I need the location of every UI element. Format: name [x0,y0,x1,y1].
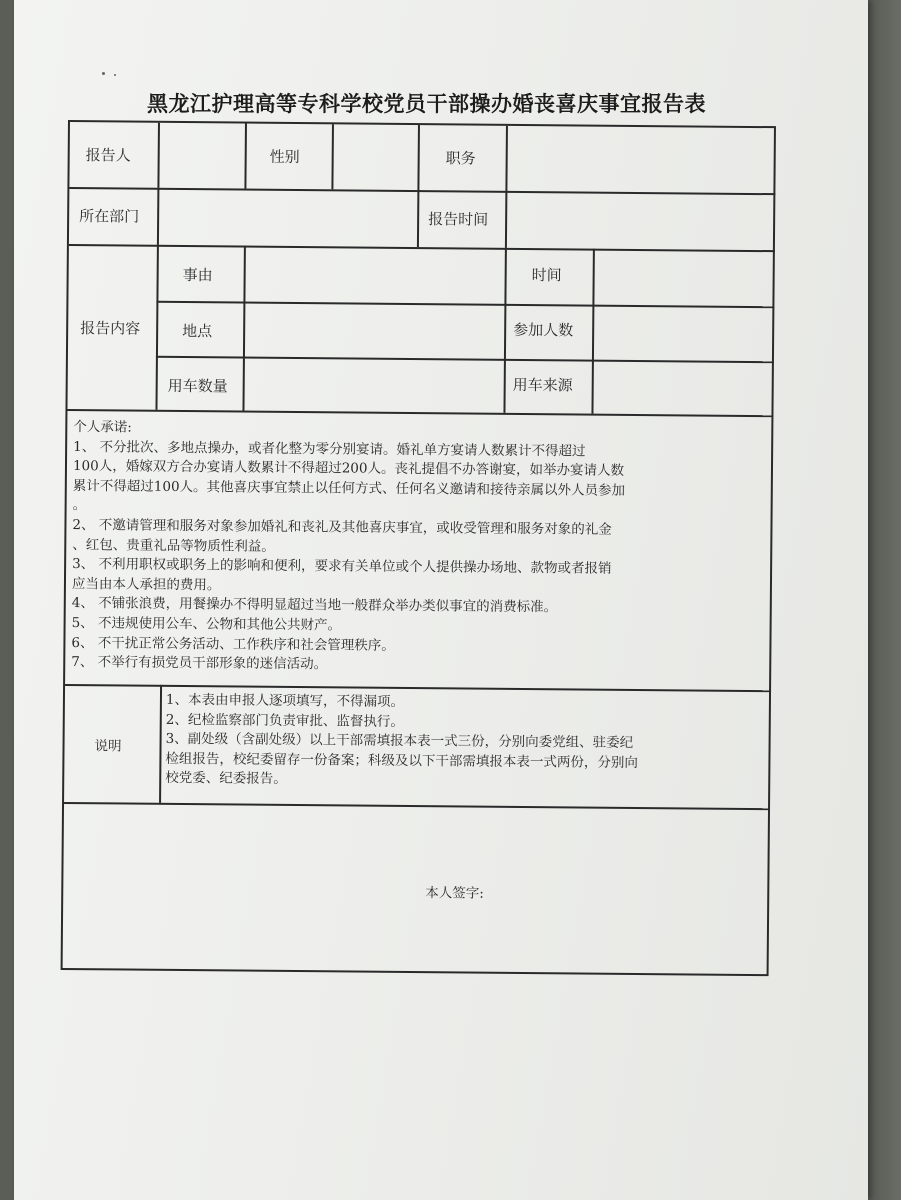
report-form-table [61,120,776,976]
attendees-field[interactable] [594,307,772,361]
gender-field[interactable] [333,126,417,189]
reporter-field[interactable] [159,125,244,188]
reason-label: 事由 [182,266,213,285]
pledge-line: 4、 不铺张浪费，用餐操办不得明显超过当地一般群众举办类似事宜的消费标准。 [71,595,558,616]
form-title: 黑龙江护理高等专科学校党员干部操办婚丧喜庆事宜报告表 [147,91,706,116]
notes-label: 说明 [94,738,122,755]
note-line: 校党委、纪委报告。 [165,770,287,788]
pledge-line: 100人，婚嫁双方合办宴请人数累计不得超过200人。丧礼提倡不办答谢宴，如举办宴请人数 [72,458,625,480]
report-time-label: 报告时间 [428,210,489,229]
gender-label: 性别 [269,147,300,167]
row-divider [64,802,770,810]
col-divider [503,248,506,413]
notes-text [165,691,766,794]
pledge-line: 应当由本人承担的费用。 [71,575,221,594]
ink-speck [102,72,105,75]
position-label: 职务 [445,149,476,168]
reason-field[interactable] [245,248,503,303]
pledge-heading: 个人承诺: [73,419,132,436]
signature-label: 本人签字: [425,885,484,902]
pledge-line: 7、 不举行有损党员干部形象的迷信活动。 [71,654,328,673]
pledge-line: 3、 不利用职权或职务上的影响和便利，要求有关单位或个人提供操办场地、款物或者报销 [72,556,612,577]
ink-speck [114,74,116,76]
position-field[interactable] [507,128,774,192]
pledge-line: 累计不得超过100人。其他喜庆事宜禁止以任何方式、任何名义邀请和接待亲属以外人员参加 [72,477,626,499]
note-line: 检组报告，校纪委留存一份备案；科级及以下干部需填报本表一式两份，分别向 [165,750,638,771]
pledge-line: 2、 不邀请管理和服务对象参加婚礼和丧礼及其他喜庆事宜，或收受管理和服务对象的礼金 [72,517,612,538]
col-divider [244,124,246,189]
department-field[interactable] [159,190,416,246]
department-label: 所在部门 [79,207,140,226]
col-divider [159,685,162,803]
vehicle-source-field[interactable] [593,362,771,415]
reporter-label: 报告人 [85,146,131,165]
personal-pledge [71,418,763,679]
pledge-line: 1、 不分批次、多地点操办，或者化整为零分别宴请。婚礼单方宴请人数累计不得超过 [73,438,586,460]
pledge-line: 5、 不违规使用公车、公物和其他公共财产。 [71,614,342,634]
note-line: 2、纪检监察部门负责审批、监督执行。 [165,711,404,730]
pledge-line: 、红包、贵重礼品等物质性利益。 [72,536,275,555]
note-line: 3、副处级（含副处级）以上干部需填报本表一式三份，分别向委党组、驻委纪 [165,731,634,752]
location-label: 地点 [182,322,213,341]
vehicle-count-label: 用车数量 [167,376,228,396]
col-divider [417,125,420,247]
pledge-line: 6、 不干扰正常公务活动、工作秩序和社会管理秩序。 [71,634,395,654]
location-field[interactable] [245,304,503,358]
col-divider [155,245,158,410]
report-content-label: 报告内容 [80,319,141,338]
time-field[interactable] [594,251,772,306]
pledge-line: 。 [72,497,87,514]
report-time-field[interactable] [507,193,773,249]
note-line: 1、本表由申报人逐项填写，不得漏项。 [165,691,405,710]
vehicle-source-label: 用车来源 [512,375,573,395]
attendees-label: 参加人数 [513,320,574,340]
vehicle-count-field[interactable] [244,359,502,412]
signature-field[interactable] [503,866,703,908]
time-label: 时间 [531,266,562,285]
